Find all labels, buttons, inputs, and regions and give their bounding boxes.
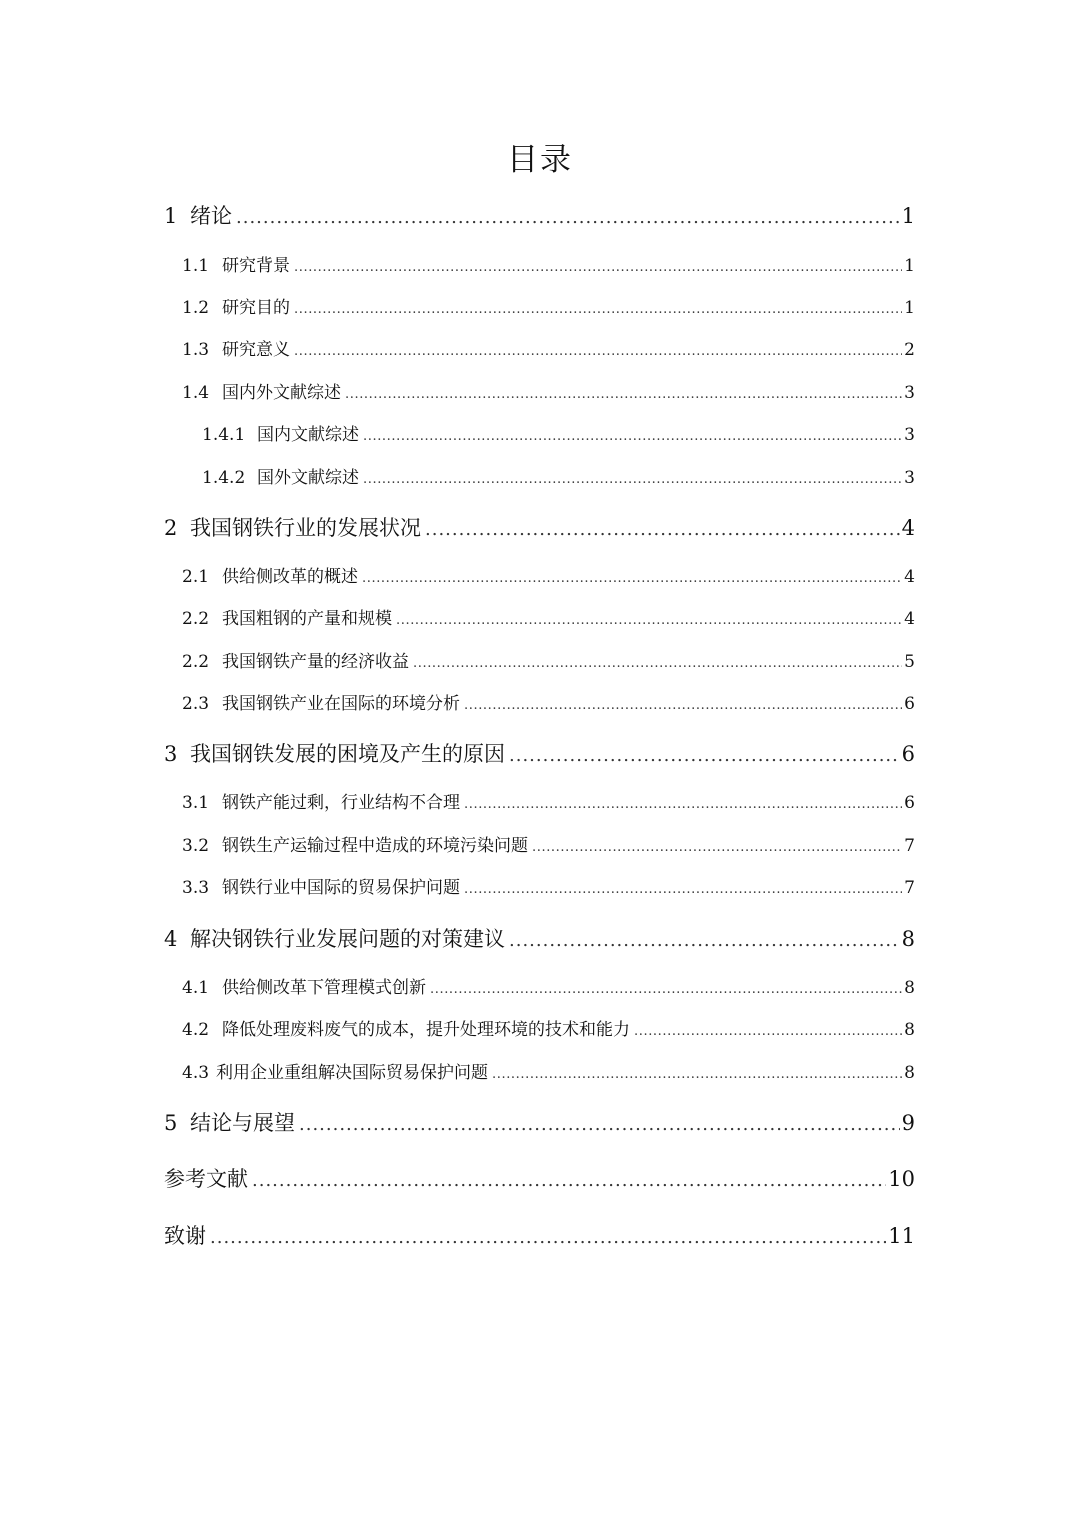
toc-entry-number: 3.2 (182, 836, 210, 856)
toc-entry-label: 钢铁行业中国际的贸易保护问题 (222, 878, 460, 898)
toc-entry-page: 2 (904, 340, 915, 360)
toc-entry-page: 4 (904, 567, 915, 587)
toc-entry-number: 5 (164, 1111, 178, 1135)
toc-dot-leader (464, 694, 902, 718)
toc-entry-label: 供给侧改革下管理模式创新 (222, 978, 426, 998)
toc-entry-chapter-1[interactable] (164, 199, 915, 233)
toc-entry-label: 解决钢铁行业发展问题的对策建议 (190, 927, 505, 951)
toc-entry-page: 6 (904, 694, 915, 714)
toc-entry-page: 3 (904, 425, 915, 445)
toc-entry-number: 2.1 (182, 567, 210, 587)
toc-entry-section-1-4[interactable] (182, 379, 915, 407)
toc-entry-number: 1.1 (182, 256, 210, 276)
toc-entry-label: 钢铁产能过剩，行业结构不合理 (222, 793, 460, 813)
toc-entry-label: 绪论 (190, 204, 232, 228)
toc-entry-number: 1.4.1 (202, 425, 246, 445)
toc-entry-section-1-2[interactable] (182, 294, 915, 322)
toc-entry-page: 5 (904, 652, 915, 672)
toc-entry-subsection-1-4-1[interactable] (202, 421, 915, 449)
toc-dot-leader (210, 1223, 886, 1253)
toc-dot-leader (509, 926, 900, 956)
toc-entry-number: 3 (164, 742, 178, 766)
toc-entry-label: 国内文献综述 (257, 425, 359, 445)
toc-entry-section-2-1[interactable] (182, 563, 915, 591)
toc-entry-label: 国外文献综述 (257, 468, 359, 488)
toc-entry-section-2-2b[interactable] (182, 648, 915, 676)
toc-entry-section-1-1[interactable] (182, 252, 915, 280)
toc-entry-chapter-2[interactable] (164, 511, 915, 545)
toc-entry-number: 1.4.2 (202, 468, 246, 488)
toc-entry-page: 4 (901, 516, 915, 540)
toc-entry-page: 8 (904, 1063, 915, 1083)
toc-entry-page: 3 (904, 468, 915, 488)
toc-entry-label: 致谢 (164, 1224, 206, 1248)
toc-entry-number: 1.3 (182, 340, 210, 360)
toc-dot-leader (294, 298, 902, 322)
toc-entry-section-3-1[interactable] (182, 789, 915, 817)
toc-entry-section-1-3[interactable] (182, 336, 915, 364)
toc-entry-page: 6 (904, 793, 915, 813)
toc-entry-section-2-3[interactable] (182, 690, 915, 718)
toc-dot-leader (425, 515, 900, 545)
toc-dot-leader (464, 878, 902, 902)
toc-entry-label: 参考文献 (164, 1167, 248, 1191)
toc-entry-label: 我国粗钢的产量和规模 (222, 609, 392, 629)
toc-dot-leader (236, 203, 900, 233)
toc-entry-label: 我国钢铁产业在国际的环境分析 (222, 694, 460, 714)
toc-entry-chapter-5[interactable] (164, 1106, 915, 1140)
toc-dot-leader (492, 1063, 902, 1087)
toc-dot-leader (634, 1020, 902, 1044)
toc-entry-label: 研究背景 (222, 256, 290, 276)
toc-entry-page: 9 (901, 1111, 915, 1135)
toc-entry-chapter-4[interactable] (164, 922, 915, 956)
toc-entry-label: 我国钢铁发展的困境及产生的原因 (190, 742, 505, 766)
toc-entry-page: 8 (904, 1020, 915, 1040)
toc-dot-leader (345, 383, 902, 407)
toc-entry-label: 结论与展望 (190, 1111, 295, 1135)
toc-entry-label: 钢铁生产运输过程中造成的环境污染问题 (222, 836, 528, 856)
toc-entry-section-2-2[interactable] (182, 605, 915, 633)
toc-dot-leader (396, 609, 902, 633)
toc-entry-number: 3.3 (182, 878, 210, 898)
toc-dot-leader (363, 425, 902, 449)
toc-entry-page: 7 (904, 878, 915, 898)
toc-entry-number: 2.2 (182, 652, 210, 672)
toc-entry-number: 1.4 (182, 383, 210, 403)
toc-entry-page: 6 (901, 742, 915, 766)
toc-entry-page: 10 (888, 1167, 915, 1191)
toc-entry-number: 4.3 (182, 1063, 210, 1083)
toc-entry-page: 3 (904, 383, 915, 403)
toc-dot-leader (532, 836, 902, 860)
toc-entry-label: 我国钢铁产量的经济收益 (222, 652, 409, 672)
toc-entry-number: 2.2 (182, 609, 210, 629)
toc-entry-number: 4 (164, 927, 178, 951)
toc-dot-leader (294, 340, 902, 364)
toc-entry-page: 4 (904, 609, 915, 629)
toc-dot-leader (363, 468, 902, 492)
toc-entry-section-3-3[interactable] (182, 874, 915, 902)
toc-entry-number: 4.1 (182, 978, 210, 998)
toc-entry-number: 2 (164, 516, 178, 540)
toc-entry-section-4-2[interactable] (182, 1016, 915, 1044)
toc-dot-leader (294, 256, 902, 280)
toc-entry-number: 4.2 (182, 1020, 210, 1040)
toc-entry-page: 8 (901, 927, 915, 951)
toc-entry-number: 1 (164, 204, 178, 228)
toc-entry-page: 11 (888, 1224, 915, 1248)
toc-entry-chapter-3[interactable] (164, 737, 915, 771)
toc-entry-number: 1.2 (182, 298, 210, 318)
toc-entry-page: 1 (904, 298, 915, 318)
toc-entry-label: 研究意义 (222, 340, 290, 360)
toc-entry-label: 供给侧改革的概述 (222, 567, 358, 587)
toc-entry-section-4-1[interactable] (182, 974, 915, 1002)
toc-dot-leader (252, 1166, 886, 1196)
toc-dot-leader (299, 1110, 900, 1140)
toc-dot-leader (362, 567, 902, 591)
toc-entry-number: 3.1 (182, 793, 210, 813)
toc-entry-page: 8 (904, 978, 915, 998)
toc-entry-label: 我国钢铁行业的发展状况 (190, 516, 421, 540)
toc-entry-acknowledgements[interactable] (164, 1219, 915, 1253)
toc-entry-label: 利用企业重组解决国际贸易保护问题 (216, 1063, 488, 1083)
toc-entry-label: 研究目的 (222, 298, 290, 318)
toc-dot-leader (509, 741, 900, 771)
toc-title: 目录 (507, 142, 573, 178)
toc-entry-page: 1 (904, 256, 915, 276)
toc-entry-label: 国内外文献综述 (222, 383, 341, 403)
toc-entry-page: 1 (901, 204, 915, 228)
toc-dot-leader (464, 793, 902, 817)
toc-entry-subsection-1-4-2[interactable] (202, 464, 915, 492)
toc-dot-leader (413, 652, 902, 676)
toc-entry-section-3-2[interactable] (182, 832, 915, 860)
toc-entry-references[interactable] (164, 1162, 915, 1196)
toc-entry-page: 7 (904, 836, 915, 856)
toc-dot-leader (430, 978, 902, 1002)
toc-entry-label: 降低处理废料废气的成本，提升处理环境的技术和能力 (222, 1020, 630, 1040)
toc-entry-number: 2.3 (182, 694, 210, 714)
toc-entry-section-4-3[interactable] (182, 1059, 915, 1087)
